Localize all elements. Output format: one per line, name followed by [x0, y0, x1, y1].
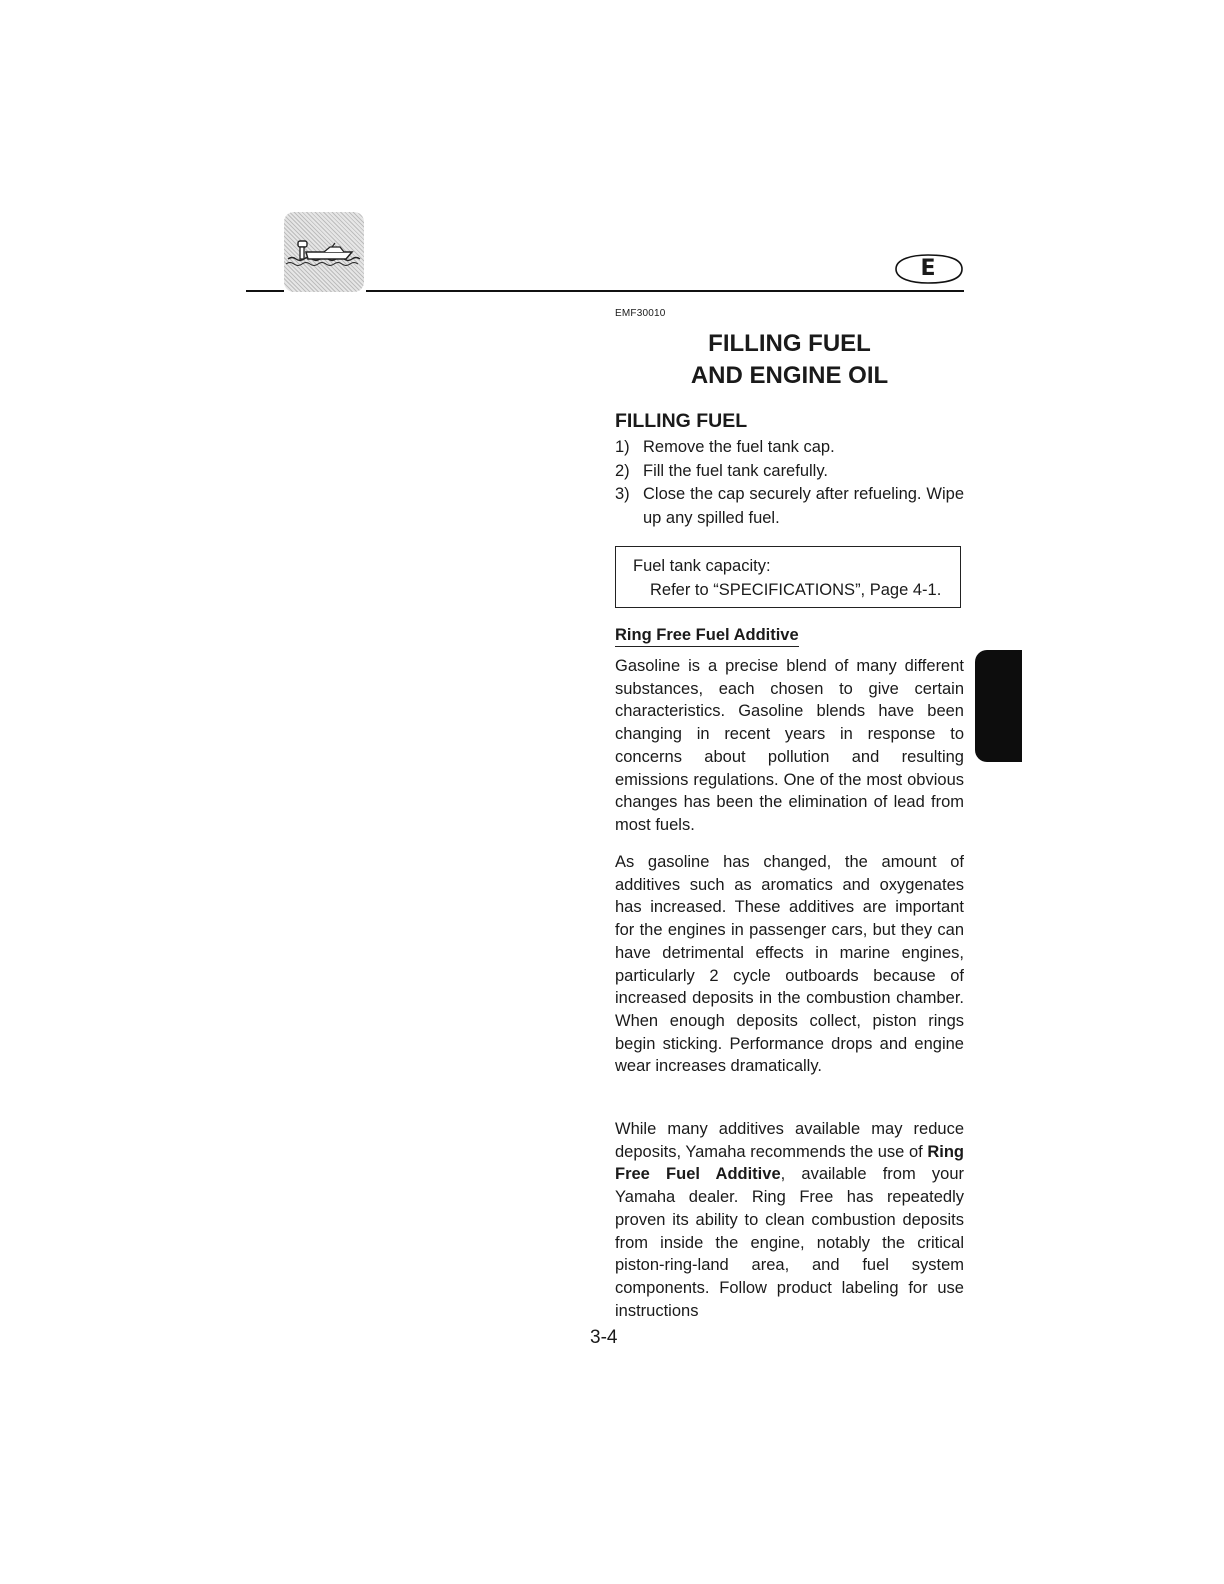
list-item — [615, 483, 964, 530]
spec-value: Refer to “SPECIFICATIONS”, Page 4-1. — [650, 581, 942, 599]
paragraph3-text-start: While many additives available may reduce deposits, Yamaha recommends the use of — [615, 1120, 964, 1161]
spec-label: Fuel tank capacity: — [633, 557, 771, 575]
step-number: 3) — [615, 485, 630, 503]
step-text: Fill the fuel tank carefully. — [643, 461, 828, 480]
additive-paragraph-1: Gasoline is a precise blend of many different substances, each chosen to give certain characteristics. Gasoline blends have been changing in recent years in response to concerns about pollution and resulting emissions regulations. One of the most obvious changes has been the elimination of lead from most fuels. — [615, 657, 964, 834]
filling-fuel-heading: FILLING FUEL — [615, 410, 748, 432]
list-item — [615, 460, 964, 484]
step-number: 2) — [615, 461, 630, 480]
paragraph3-product-name: Ring Free Fuel Additive — [615, 1142, 964, 1184]
language-letter: E — [920, 256, 936, 281]
page-number: 3-4 — [590, 1327, 618, 1348]
reference-code: EMF30010 — [615, 308, 666, 319]
list-item — [615, 436, 964, 460]
step-number: 1) — [615, 438, 630, 456]
boat-outboard-icon — [284, 212, 364, 292]
step-text: Close the cap securely after refueling. Wipe up any spilled fuel. — [643, 485, 964, 527]
header-rule-right — [366, 290, 964, 292]
additive-paragraph-3 — [615, 1118, 964, 1322]
header-rule-left — [246, 290, 284, 292]
additive-heading: Ring Free Fuel Additive — [615, 626, 799, 647]
page-title-line2: AND ENGINE OIL — [690, 362, 889, 389]
step-text: Remove the fuel tank cap. — [643, 438, 835, 456]
additive-paragraph-2: As gasoline has changed, the amount of additives such as aromatics and oxygenates has increased. These additives are important for the engines in passenger cars, but they can have detrimental effects in marine engines, particularly 2 cycle outboards because of increased deposits in the combustion chamber. When enough deposits collect, piston rings begin sticking. Performance drops and engine wear increases dramatically. — [615, 853, 964, 1076]
fuel-capacity-spec-box — [615, 546, 961, 608]
filling-steps-list — [615, 436, 964, 530]
chapter-tab — [975, 650, 1022, 762]
page-title-line1: FILLING FUEL — [708, 330, 871, 357]
paragraph3-text-end: , available from your Yamaha dealer. Ring Free has repeatedly proven its ability to clean combustion deposits from inside the engine, notably the critical piston-ring-land area, and fuel system components. Follow product labeling for use instructions — [615, 1165, 964, 1320]
language-badge — [892, 253, 964, 285]
page-title — [615, 328, 964, 392]
